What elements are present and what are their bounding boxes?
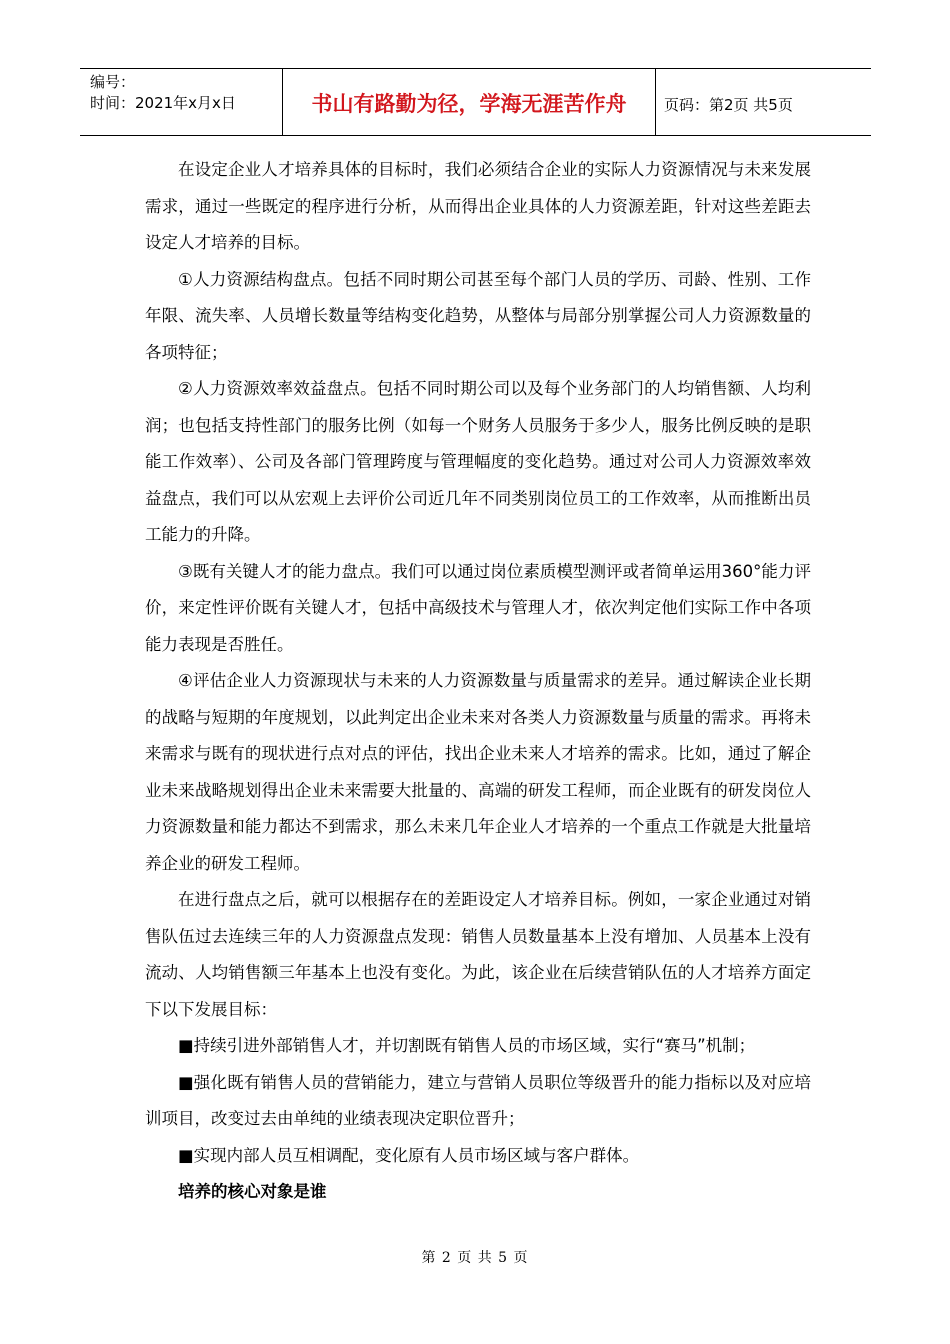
bullet-item: ■持续引进外部销售人才，并切割既有销售人员的市场区域，实行“赛马”机制； xyxy=(178,1036,756,1055)
section-heading: 培养的核心对象是谁 xyxy=(178,1182,327,1201)
bullet-item: ■强化既有销售人员的营销能力，建立与营销人员职位等级晋升的能力指标以及对应培训项目，改变过去由单纯的业绩表现决定职位晋升； xyxy=(145,1072,811,1128)
page-footer: 第 2 页 共 5 页 xyxy=(421,1250,529,1266)
bullet-item: ■实现内部人员互相调配，变化原有人员市场区域与客户群体。 xyxy=(178,1145,640,1165)
document-body xyxy=(145,152,811,1211)
paragraph: 在设定企业人才培养具体的目标时，我们必须结合企业的实际人力资源情况与未来发展需求，通过一些既定的程序进行分析，从而得出企业具体的人力资源差距，针对这些差距去设定人才培养的目标。 xyxy=(145,160,811,252)
paragraph: 在进行盘点之后，就可以根据存在的差距设定人才培养目标。例如，一家企业通过对销售队伍过去连续三年的人力资源盘点发现：销售人员数量基本上没有增加、人员基本上没有流动、人均销售额三年基本上也没有变化。为此，该企业在后续营销队伍的人才培养方面定下以下发展目标： xyxy=(145,890,811,1019)
page-header xyxy=(80,68,871,136)
header-page-info: 页码：第2页 共5页 xyxy=(664,95,793,114)
header-meta xyxy=(80,69,282,135)
date-label: 时间：2021年x月x日 xyxy=(90,94,236,112)
header-motto: 书山有路勤为径，学海无涯苦作舟 xyxy=(282,69,656,135)
number-label: 编号： xyxy=(90,73,136,91)
paragraph: ④评估企业人力资源现状与未来的人力资源数量与质量需求的差异。通过解读企业长期的战略与短期的年度规划，以此判定出企业未来对各类人力资源数量与质量的需求。再将未来需求与既有的现状进行点对点的评估，找出企业未来人才培养的需求。比如，通过了解企业未来战略规划得出企业未来需要大批量的、高端的研发工程师，而企业既有的研发岗位人力资源数量和能力都达不到需求，那么未来几年企业人才培养的一个重点工作就是大批量培养企业的研发工程师。 xyxy=(145,671,811,873)
paragraph: ③既有关键人才的能力盘点。我们可以通过岗位素质模型测评或者简单运用360°能力评价，来定性评价既有关键人才，包括中高级技术与管理人才，依次判定他们实际工作中各项能力表现是否胜任。 xyxy=(145,561,811,654)
paragraph: ①人力资源结构盘点。包括不同时期公司甚至每个部门人员的学历、司龄、性别、工作年限、流失率、人员增长数量等结构变化趋势，从整体与局部分别掌握公司人力资源数量的各项特征； xyxy=(145,269,811,362)
paragraph: ②人力资源效率效益盘点。包括不同时期公司以及每个业务部门的人均销售额、人均利润；也包括支持性部门的服务比例（如每一个财务人员服务于多少人，服务比例反映的是职能工作效率）、公司及各部门管理跨度与管理幅度的变化趋势。通过对公司人力资源效率效益盘点，我们可以从宏观上去评价公司近几年不同类别岗位员工的工作效率，从而推断出员工能力的升降。 xyxy=(145,379,811,544)
